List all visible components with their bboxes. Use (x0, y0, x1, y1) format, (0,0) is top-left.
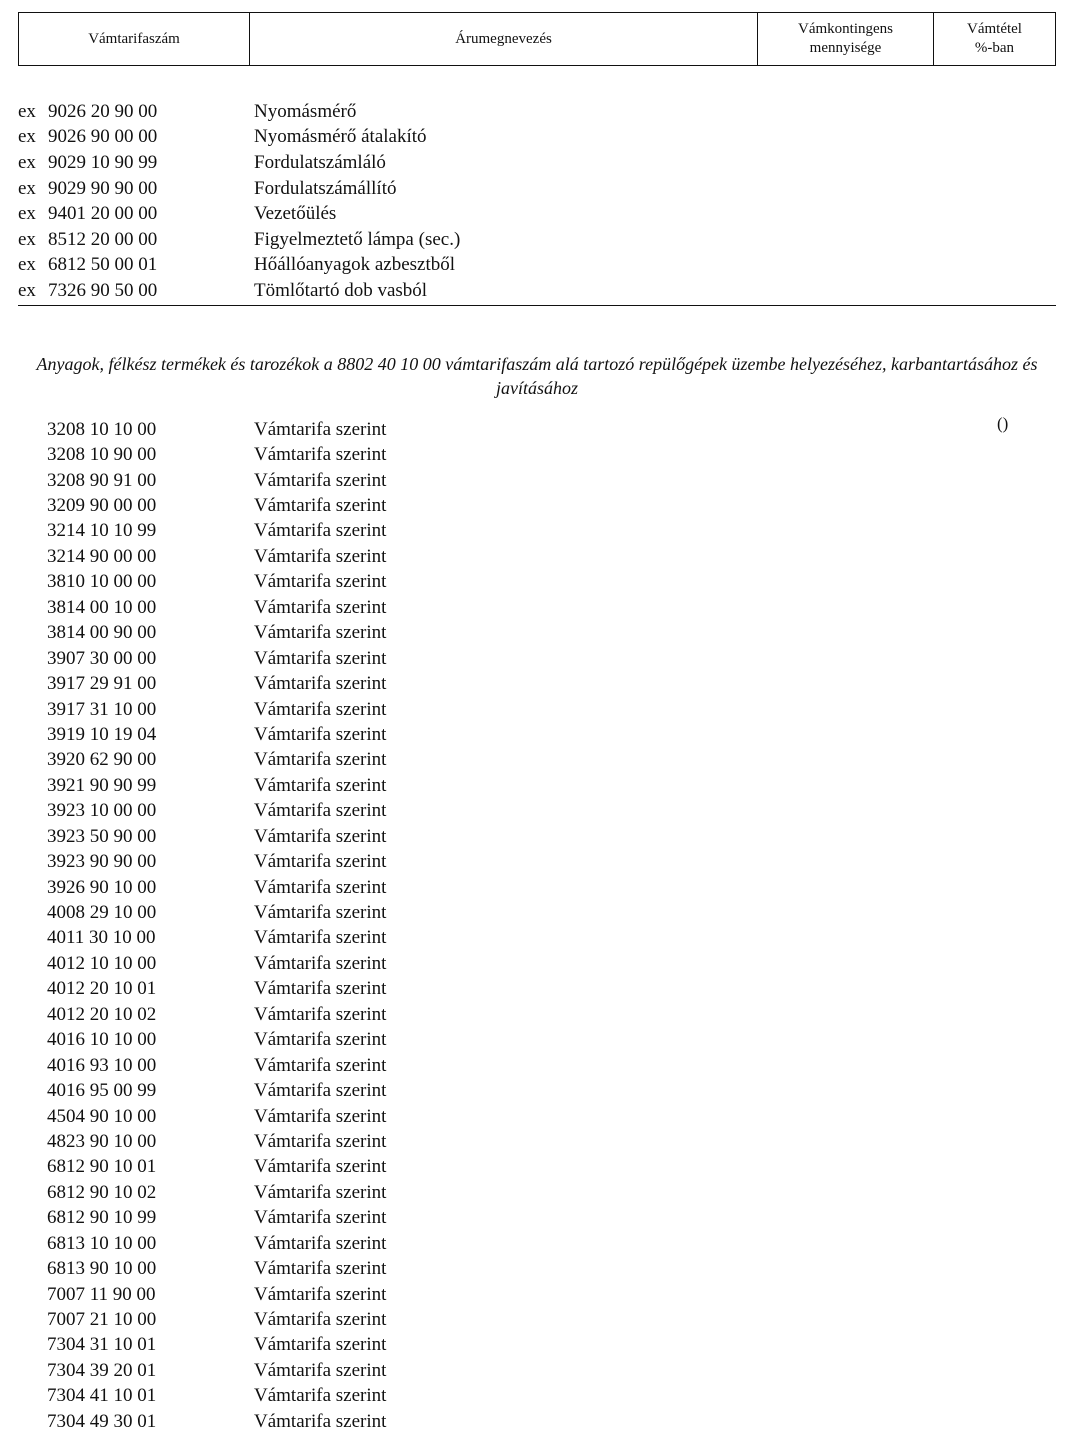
tariff-code: 3810 10 00 00 (47, 571, 157, 593)
table-row (47, 671, 1056, 696)
product-name: Vámtarifa szerint (254, 749, 387, 771)
product-name: Vámtarifa szerint (254, 418, 387, 440)
table-row (47, 1358, 1056, 1383)
tariff-code: 3208 10 10 00 (47, 418, 157, 440)
tariff-code: 3920 62 90 00 (47, 749, 157, 771)
table-row (47, 1231, 1056, 1256)
header-product-name: Árumegnevezés (250, 13, 758, 65)
table-row (47, 646, 1056, 671)
tariff-code: 4016 95 00 99 (47, 1080, 157, 1102)
table-row (18, 201, 1056, 227)
product-name: Vámtarifa szerint (254, 698, 387, 720)
table-row (47, 1384, 1056, 1409)
product-name: Nyomásmérő (254, 100, 357, 122)
product-name: Vámtarifa szerint (254, 1003, 387, 1025)
tariff-code: 9026 90 00 00 (48, 126, 158, 148)
tariff-code: 3919 10 19 04 (47, 723, 157, 745)
table-row (47, 697, 1056, 722)
tariff-code: 3923 90 90 00 (47, 851, 157, 873)
ex-prefix: ex (18, 279, 36, 301)
table-row (47, 1002, 1056, 1027)
tariff-code: 4016 10 10 00 (47, 1029, 157, 1051)
product-name: Fordulatszámállító (254, 177, 397, 199)
table-row (47, 1282, 1056, 1307)
table-row (47, 748, 1056, 773)
product-name: Vámtarifa szerint (254, 978, 387, 1000)
table-row (47, 722, 1056, 747)
table-row (47, 951, 1056, 976)
section-divider (18, 305, 1056, 306)
tariff-code: 3214 10 10 99 (47, 520, 157, 542)
product-name: Vámtarifa szerint (254, 444, 387, 466)
table-row (47, 799, 1056, 824)
table-row (47, 1104, 1056, 1129)
table-row (47, 621, 1056, 646)
product-name: Vámtarifa szerint (254, 1105, 387, 1127)
tariff-code: 3814 00 90 00 (47, 622, 157, 644)
tariff-code: 4012 20 10 02 (47, 1003, 157, 1025)
tariff-code: 4012 20 10 01 (47, 978, 157, 1000)
table-row (47, 417, 1056, 442)
table-row (47, 849, 1056, 874)
product-name: Vámtarifa szerint (254, 571, 387, 593)
product-name: Vámtarifa szerint (254, 952, 387, 974)
product-name: Vámtarifa szerint (254, 1080, 387, 1102)
table-row (47, 824, 1056, 849)
tariff-code: 6812 50 00 01 (48, 254, 158, 276)
tariff-code: 7304 31 10 01 (47, 1334, 157, 1356)
product-name: Vámtarifa szerint (254, 1207, 387, 1229)
tariff-code: 4823 90 10 00 (47, 1130, 157, 1152)
table-row (18, 125, 1056, 151)
tariff-code: 3209 90 00 00 (47, 495, 157, 517)
table-row (47, 1078, 1056, 1103)
tariff-code: 3814 00 10 00 (47, 596, 157, 618)
table-row (47, 1333, 1056, 1358)
ex-prefix: ex (18, 177, 36, 199)
tariff-code: 3921 90 90 99 (47, 774, 157, 796)
ex-prefix: ex (18, 228, 36, 250)
product-name: Vámtarifa szerint (254, 469, 387, 491)
ex-prefix: ex (18, 126, 36, 148)
table-row (47, 1053, 1056, 1078)
tariff-code: 9029 10 90 99 (48, 151, 158, 173)
ex-prefix: ex (18, 203, 36, 225)
tariff-code: 7304 39 20 01 (47, 1359, 157, 1381)
tariff-code: 4012 10 10 00 (47, 952, 157, 974)
product-name: Vámtarifa szerint (254, 1334, 387, 1356)
table-row (18, 227, 1056, 253)
table-row (47, 442, 1056, 467)
tariff-code: 4008 29 10 00 (47, 902, 157, 924)
product-name: Vámtarifa szerint (254, 851, 387, 873)
product-name: Vámtarifa szerint (254, 723, 387, 745)
tariff-code: 7304 41 10 01 (47, 1385, 157, 1407)
product-name: Vámtarifa szerint (254, 495, 387, 517)
tariff-code: 3923 50 90 00 (47, 825, 157, 847)
product-name: Vámtarifa szerint (254, 825, 387, 847)
product-name: Vámtarifa szerint (254, 1410, 387, 1432)
product-name: Vámtarifa szerint (254, 1156, 387, 1178)
tariff-code: 6812 90 10 01 (47, 1156, 157, 1178)
product-name: Vámtarifa szerint (254, 622, 387, 644)
product-name: Vámtarifa szerint (254, 596, 387, 618)
tariff-code: 3917 29 91 00 (47, 673, 157, 695)
product-name: Vámtarifa szerint (254, 1181, 387, 1203)
tariff-code: 3923 10 00 00 (47, 800, 157, 822)
tariff-code: 7326 90 50 00 (48, 279, 158, 301)
tariff-code: 3208 10 90 00 (47, 444, 157, 466)
tariff-code: 7007 11 90 00 (47, 1283, 156, 1305)
product-name: Tömlőtartó dob vasból (254, 279, 428, 301)
tariff-code: 4011 30 10 00 (47, 927, 156, 949)
product-name: Vámtarifa szerint (254, 1309, 387, 1331)
tariff-code: 7304 49 30 01 (47, 1410, 157, 1432)
tariff-code: 4504 90 10 00 (47, 1105, 157, 1127)
product-name: Vámtarifa szerint (254, 927, 387, 949)
product-name: Vámtarifa szerint (254, 1130, 387, 1152)
product-name: Vámtarifa szerint (254, 673, 387, 695)
table-row (47, 1028, 1056, 1053)
tariff-code: 6812 90 10 99 (47, 1207, 157, 1229)
tariff-items-list (47, 417, 1056, 1435)
tariff-code: 6813 90 10 00 (47, 1258, 157, 1280)
tariff-code: 6812 90 10 02 (47, 1181, 157, 1203)
table-row (47, 519, 1056, 544)
table-row (18, 278, 1056, 304)
product-name: Vámtarifa szerint (254, 1359, 387, 1381)
product-name: Hőállóanyagok azbesztből (254, 254, 456, 276)
tariff-code: 6813 10 10 00 (47, 1232, 157, 1254)
product-name: Vámtarifa szerint (254, 774, 387, 796)
table-row (47, 544, 1056, 569)
ex-prefix: ex (18, 254, 36, 276)
product-name: Vámtarifa szerint (254, 647, 387, 669)
product-name: Vámtarifa szerint (254, 902, 387, 924)
table-row (18, 99, 1056, 125)
product-name: Figyelmeztető lámpa (sec.) (254, 228, 461, 250)
table-row (47, 570, 1056, 595)
table-row (47, 468, 1056, 493)
tariff-code: 8512 20 00 00 (48, 228, 158, 250)
product-name: Vámtarifa szerint (254, 545, 387, 567)
table-row (47, 875, 1056, 900)
tariff-code: 9401 20 00 00 (48, 203, 158, 225)
table-row (47, 1256, 1056, 1281)
table-row (47, 1206, 1056, 1231)
table-row (47, 773, 1056, 798)
tariff-code: 3917 31 10 00 (47, 698, 157, 720)
ex-items-list (18, 99, 1056, 304)
product-name: Vámtarifa szerint (254, 1258, 387, 1280)
ex-prefix: ex (18, 100, 36, 122)
table-row (47, 595, 1056, 620)
table-header (18, 12, 1056, 66)
product-name: Nyomásmérő átalakító (254, 126, 427, 148)
product-name: Vezetőülés (254, 203, 337, 225)
product-name: Vámtarifa szerint (254, 1385, 387, 1407)
product-name: Fordulatszámláló (254, 151, 386, 173)
tariff-code: 9029 90 90 00 (48, 177, 158, 199)
table-row (18, 176, 1056, 202)
table-row (47, 493, 1056, 518)
product-name: Vámtarifa szerint (254, 1029, 387, 1051)
table-row (47, 926, 1056, 951)
section-title: Anyagok, félkész termékek és tarozékok a 8802 40 10 00 vámtarifaszám alá tartozó repülőgépek üzembe helyezéséhez, karbantartásához és javításához (36, 354, 1038, 398)
tariff-code: 7007 21 10 00 (47, 1309, 157, 1331)
ex-prefix: ex (18, 151, 36, 173)
table-row (47, 900, 1056, 925)
header-tariff-number: Vámtarifaszám (19, 13, 250, 65)
tariff-code: 3907 30 00 00 (47, 647, 157, 669)
tariff-code: 4016 93 10 00 (47, 1054, 157, 1076)
table-row (47, 1155, 1056, 1180)
header-duty-rate: Vámtétel %-ban (967, 21, 1022, 56)
table-row (47, 1180, 1056, 1205)
product-name: Vámtarifa szerint (254, 1283, 387, 1305)
product-name: Vámtarifa szerint (254, 800, 387, 822)
table-row (47, 977, 1056, 1002)
product-name: Vámtarifa szerint (254, 1054, 387, 1076)
product-name: Vámtarifa szerint (254, 520, 387, 542)
product-name: Vámtarifa szerint (254, 876, 387, 898)
tariff-code: 9026 20 90 00 (48, 100, 158, 122)
table-row (47, 1409, 1056, 1434)
table-row (47, 1307, 1056, 1332)
product-name: Vámtarifa szerint (254, 1232, 387, 1254)
header-quota-quantity: Vámkontingens mennyisége (758, 13, 934, 65)
tariff-code: 3926 90 10 00 (47, 876, 157, 898)
tariff-code: 3208 90 91 00 (47, 469, 157, 491)
table-row (18, 150, 1056, 176)
table-row (18, 253, 1056, 279)
tariff-code: 3214 90 00 00 (47, 545, 157, 567)
table-row (47, 1129, 1056, 1154)
rate-mark: () (997, 414, 1009, 433)
